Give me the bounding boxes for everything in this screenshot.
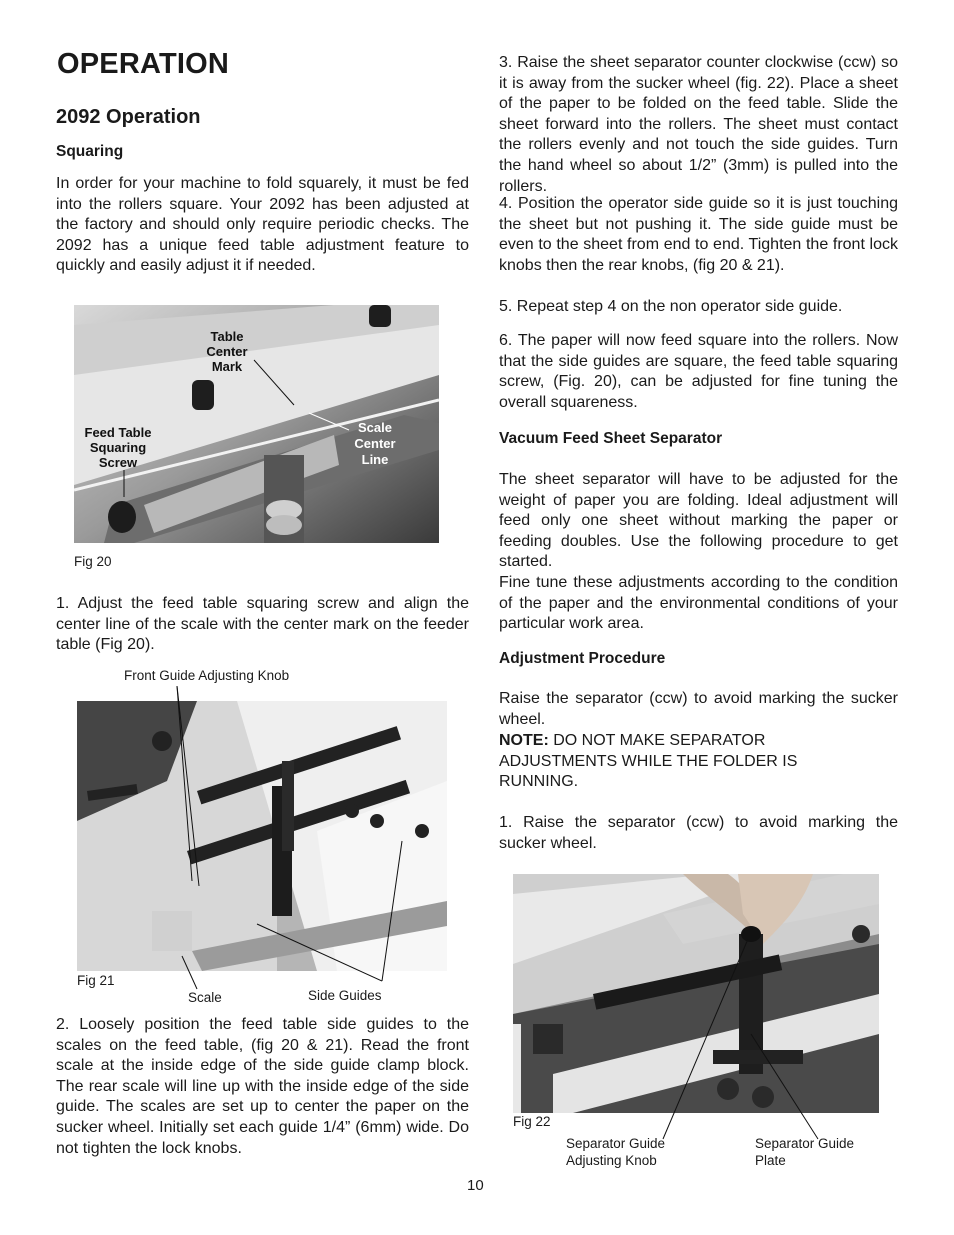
fig22-label-knob-line-2: Adjusting Knob bbox=[566, 1153, 657, 1168]
vacuum-paragraph-2: Fine tune these adjustments according to the condition of the paper and the environmental conditions of your particular work area. bbox=[499, 574, 898, 633]
adjustment-heading: Adjustment Procedure bbox=[499, 650, 666, 667]
fig22-label-plate bbox=[755, 1135, 854, 1169]
fig20-label-scale: Scale Center Line bbox=[354, 420, 396, 467]
fig20-label-center-mark: Table Center Mark bbox=[206, 329, 248, 374]
fig21-leader-lines bbox=[77, 676, 447, 996]
step-2: 2. Loosely position the feed table side guides to the scales on the feed table, (fig 20 & 21). Read the front scale at the inside edge of the side guide clamp block. The rear scale will line up with the inside edge of the side guide. The scales are set up to center the paper on the sucker wheel. Initially set each guide 1/4” (6mm) wide. Do not tighten the lock knobs. bbox=[56, 1016, 469, 1157]
fig22-caption: Fig 22 bbox=[513, 1114, 551, 1129]
fig20-leader-lines bbox=[74, 305, 439, 543]
fig22-label-plate-line-1: Separator Guide bbox=[755, 1136, 855, 1151]
vacuum-heading: Vacuum Feed Sheet Separator bbox=[499, 430, 723, 447]
adjustment-paragraph: Raise the separator (ccw) to avoid marking the sucker wheel. bbox=[499, 690, 898, 728]
page-title: OPERATION bbox=[57, 48, 230, 80]
step-4: 4. Position the operator side guide so it is just touching the sheet but not pushing it. The side guide must be even to the sheet from end to end. Tighten the front lock knobs then the rear knobs, (fig 20 & 21). bbox=[499, 195, 898, 274]
fig21-label-knob: Front Guide Adjusting Knob bbox=[124, 668, 290, 683]
fig21-caption: Fig 21 bbox=[77, 973, 115, 988]
step-1: 1. Adjust the feed table squaring screw and align the center line of the scale with the center mark on the feeder table (Fig 20). bbox=[56, 595, 469, 654]
fig21-label-scale: Scale bbox=[188, 990, 222, 1005]
fig22-label-plate-line-2: Plate bbox=[755, 1153, 786, 1168]
fig22-label-knob-line-1: Separator Guide bbox=[566, 1136, 666, 1151]
step-3: 3. Raise the sheet separator counter clockwise (ccw) so it is away from the sucker wheel (fig. 22). Place a sheet of the paper to be folded on the feed table. Slide the sheet forward into the rollers. The sheet must contact the rollers evenly and not touch the side guides. Turn the hand wheel so about 1/2” (3mm) is pulled into the rollers. bbox=[499, 54, 898, 195]
note-label: NOTE: bbox=[499, 732, 549, 749]
fig20-caption: Fig 20 bbox=[74, 554, 112, 569]
squaring-intro: In order for your machine to fold squarely, it must be fed into the rollers square. Your 2092 has been adjusted at the factory and should only require periodic checks. The 2092 has a unique feed table adjustment feature to quickly and easily adjust it if needed. bbox=[56, 175, 469, 275]
adjustment-step-1: 1. Raise the separator (ccw) to avoid marking the sucker wheel. bbox=[499, 814, 898, 852]
step-5: 5. Repeat step 4 on the non operator side guide. bbox=[499, 298, 843, 315]
squaring-heading: Squaring bbox=[56, 143, 124, 160]
fig20-label-screw: Feed Table Squaring Screw bbox=[84, 425, 152, 470]
fig22-leader-lines bbox=[513, 874, 879, 1144]
section-heading: 2092 Operation bbox=[56, 106, 201, 128]
safety-note bbox=[499, 731, 839, 793]
page-number: 10 bbox=[467, 1177, 484, 1194]
note-text: DO NOT MAKE SEPARATOR ADJUSTMENTS WHILE THE FOLDER IS RUNNING. bbox=[499, 732, 798, 791]
vacuum-paragraph-1: The sheet separator will have to be adjusted for the weight of paper you are folding. Ideal adjustment will feed only one sheet without marking the paper or feeding doubles. Use the following procedure to get started. bbox=[499, 471, 898, 571]
step-6: 6. The paper will now feed square into the rollers. Now that the side guides are square, the feed table squaring screw, (Fig. 20), can be adjusted for fine tuning the overall squareness. bbox=[499, 332, 898, 411]
fig22-label-knob bbox=[566, 1135, 665, 1169]
fig21-label-guides: Side Guides bbox=[308, 988, 382, 1003]
